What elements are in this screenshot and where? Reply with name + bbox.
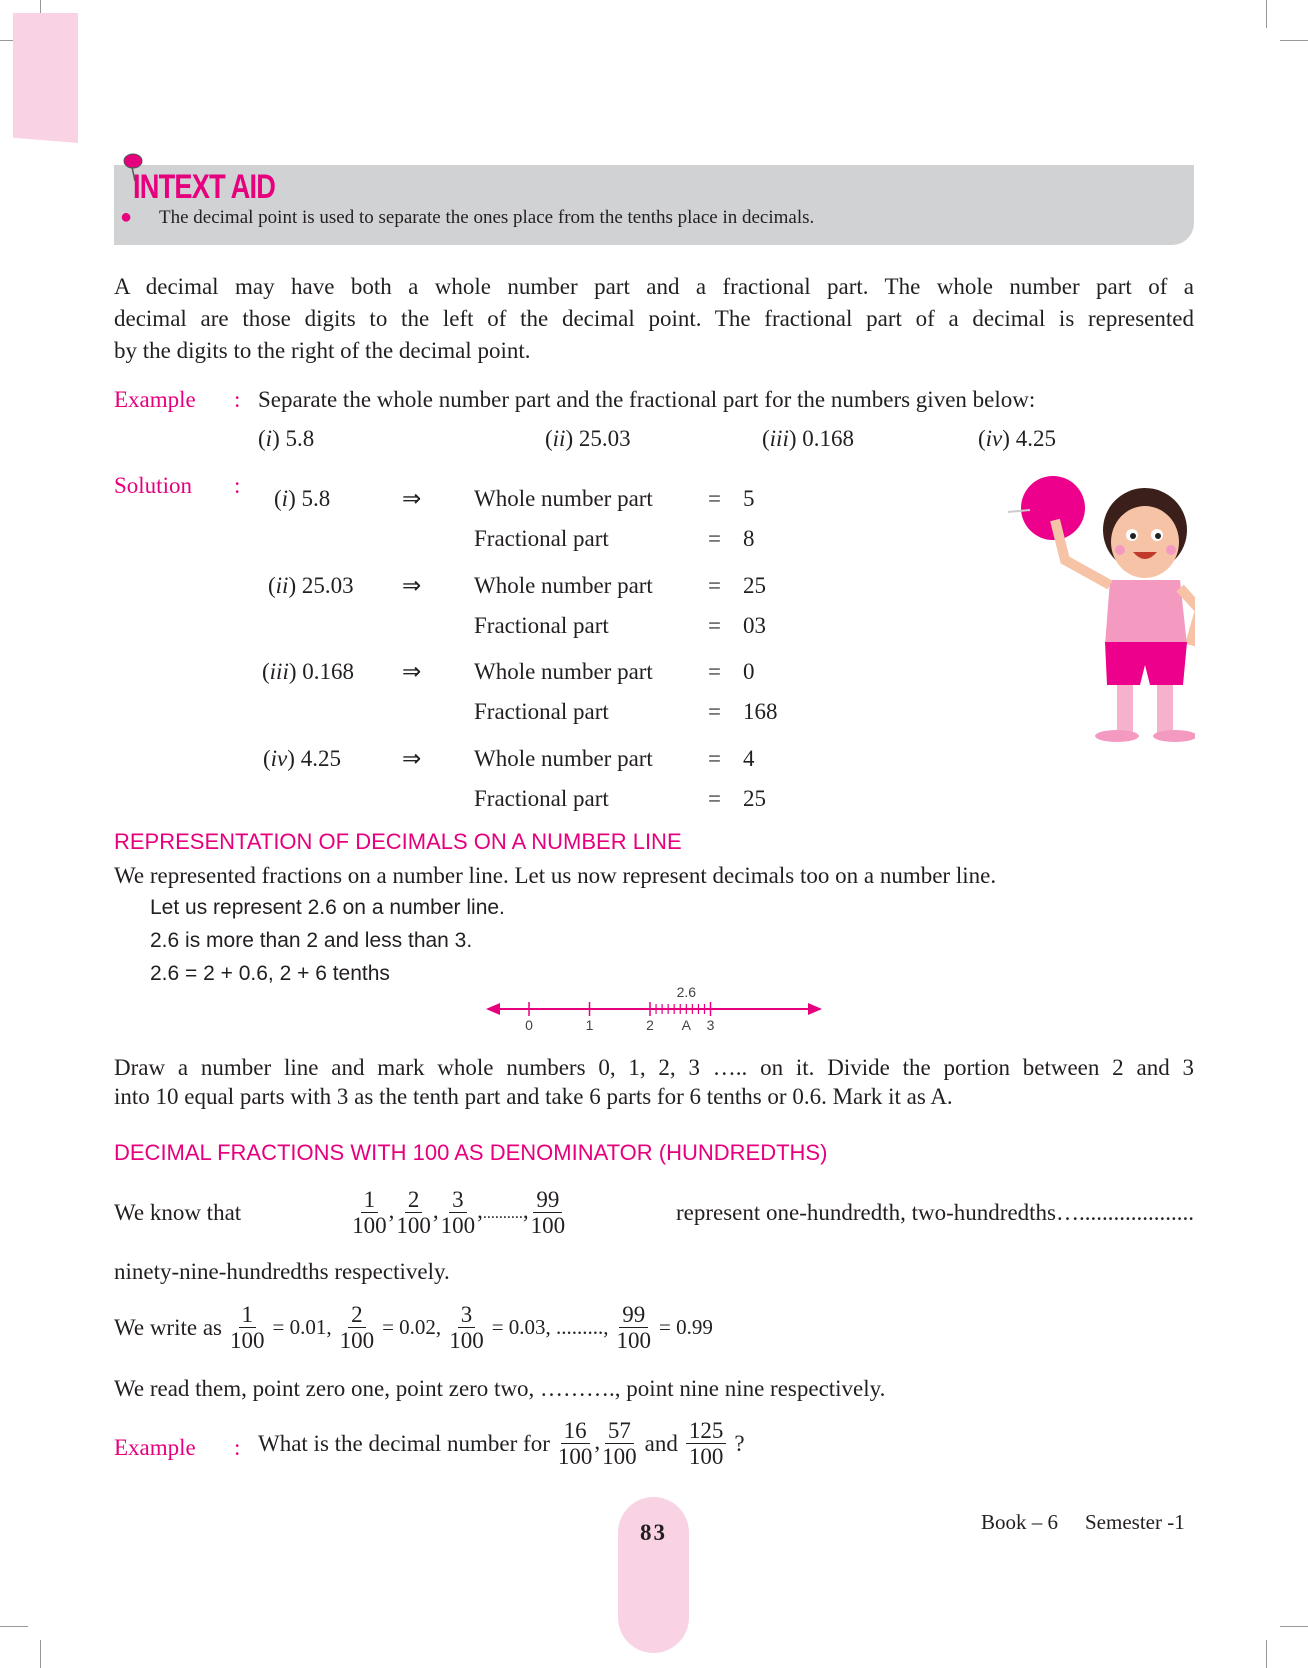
implies-arrow-icon: ⇒	[402, 573, 422, 598]
fraction: $\frac{3}{100}$	[440, 1187, 476, 1239]
know-line: We know that $\frac{1}{100}$ , $\frac{2}{100}$ , $\frac{3}{100}$ ,.........., $\frac{99}{100}$ represent one-hundredth, two-hundredths…....................	[114, 1187, 1194, 1239]
solution-number: (iv) 4.25	[263, 746, 341, 771]
equals: =	[708, 573, 721, 598]
tick-label: 0	[525, 1017, 533, 1033]
whole-value: 0	[743, 659, 755, 684]
solution-number: (iii) 0.168	[262, 659, 355, 684]
crop-mark	[1266, 0, 1267, 28]
implies-arrow-icon: ⇒	[402, 659, 422, 684]
example-item: (ii) 25.03	[545, 426, 631, 451]
fraction-value: 168	[743, 699, 778, 724]
text-line: We represented fractions on a number line. Let us now represent decimals too on a number line.	[114, 863, 997, 888]
example-label: Example	[114, 387, 196, 412]
intro-line: by the digits to the right of the decimal point.	[114, 338, 531, 363]
equals: =	[708, 659, 721, 684]
fraction: $\frac{1}{100}$	[352, 1187, 387, 1239]
intext-aid-title: INTEXT AID	[133, 168, 276, 206]
section-heading: DECIMAL FRACTIONS WITH 100 AS DENOMINATOR (HUNDREDTHS)	[114, 1140, 828, 1165]
write-line: We write as $\frac{1}{100}$ = 0.01, $\frac{2}{100}$ = 0.02, $\frac{3}{100}$ = 0.03, ........., $\frac{99}{100}$ = 0.99	[114, 1302, 713, 1354]
solution-number: (i) 5.8	[274, 486, 331, 511]
text-line: Let us represent 2.6 on a number line.	[150, 896, 505, 919]
fraction-label: Fractional part	[474, 786, 609, 811]
crop-mark	[1280, 40, 1308, 41]
tick-label: 2	[646, 1017, 654, 1033]
fraction: $\frac{2}{100}$	[396, 1187, 431, 1239]
fraction-value: 8	[743, 526, 755, 551]
text-line: We read them, point zero one, point zero two, ………., point nine nine respectively.	[114, 1376, 886, 1401]
whole-label: Whole number part	[474, 746, 653, 771]
mark-value-label: 2.6	[676, 985, 697, 1000]
equals: =	[708, 613, 721, 638]
whole-label: Whole number part	[474, 486, 653, 511]
solution-label: Solution	[114, 473, 192, 498]
fraction-label: Fractional part	[474, 613, 609, 638]
page-number: 83	[640, 1520, 667, 1545]
equals: =	[708, 786, 721, 811]
section-heading: REPRESENTATION OF DECIMALS ON A NUMBER LINE	[114, 829, 682, 854]
book-label: Book – 6	[981, 1510, 1059, 1534]
example-label: Example	[114, 1435, 196, 1460]
right-arrow-icon	[808, 1003, 822, 1015]
crop-mark	[1266, 1640, 1267, 1668]
fraction-label: Fractional part	[474, 699, 609, 724]
fraction-label: Fractional part	[474, 526, 609, 551]
pink-corner-tab	[13, 13, 78, 143]
colon: :	[234, 1435, 241, 1460]
intext-aid-box	[114, 165, 1194, 245]
implies-arrow-icon: ⇒	[402, 746, 422, 771]
implies-arrow-icon: ⇒	[402, 486, 422, 511]
colon: :	[234, 473, 241, 498]
whole-value: 4	[743, 746, 755, 771]
equals: =	[708, 526, 721, 551]
crop-mark	[40, 1640, 41, 1668]
colon: :	[234, 387, 241, 412]
example-item: (iv) 4.25	[978, 426, 1056, 451]
equals: =	[708, 486, 721, 511]
text-line: ninety-nine-hundredths respectively.	[114, 1259, 450, 1284]
whole-label: Whole number part	[474, 573, 653, 598]
intext-aid-text: The decimal point is used to separate the ones place from the tenths place in decimals.	[159, 207, 815, 228]
whole-label: Whole number part	[474, 659, 653, 684]
tick-label: 1	[585, 1017, 594, 1033]
fraction: $\frac{99}{100}$	[530, 1187, 566, 1239]
example-item: (i) 5.8	[258, 426, 315, 451]
number-line	[480, 985, 830, 1035]
solution-number: (ii) 25.03	[268, 573, 354, 598]
intro-line: decimal are those digits to the left of the decimal point. The fractional part of a decimal is represented	[114, 306, 1194, 331]
tick-label: 3	[706, 1017, 715, 1033]
text-line: 2.6 = 2 + 0.6, 2 + 6 tenths	[150, 962, 390, 985]
crop-mark	[1280, 1626, 1308, 1627]
point-a-label: A	[681, 1017, 691, 1033]
fraction-value: 25	[743, 786, 766, 811]
equals: =	[708, 746, 721, 771]
semester-label: Semester -1	[1085, 1510, 1185, 1534]
text-line: 2.6 is more than 2 and less than 3.	[150, 929, 473, 952]
text-line: into 10 equal parts with 3 as the tenth part and take 6 parts for 6 tenths or 0.6. Mark it as A.	[114, 1084, 953, 1109]
left-arrow-icon	[486, 1003, 500, 1015]
example-text: Separate the whole number part and the fractional part for the numbers given below:	[258, 387, 1036, 412]
example-question: What is the decimal number for $\frac{16}{100}$ , $\frac{57}{100}$ and $\frac{125}{100}$ ?	[258, 1418, 745, 1470]
intro-line: A decimal may have both a whole number part and a fractional part. The whole number part of a	[114, 274, 1194, 299]
text-line: Draw a number line and mark whole numbers 0, 1, 2, 3 ….. on it. Divide the portion between 2 and 3	[114, 1055, 1194, 1080]
whole-value: 5	[743, 486, 755, 511]
bullet-icon: ●	[120, 206, 133, 228]
equals: =	[708, 699, 721, 724]
example-item: (iii) 0.168	[762, 426, 855, 451]
whole-value: 25	[743, 573, 766, 598]
child-spinning-ball-illustration	[1005, 470, 1195, 750]
crop-mark	[0, 1626, 28, 1627]
fraction-value: 03	[743, 613, 766, 638]
